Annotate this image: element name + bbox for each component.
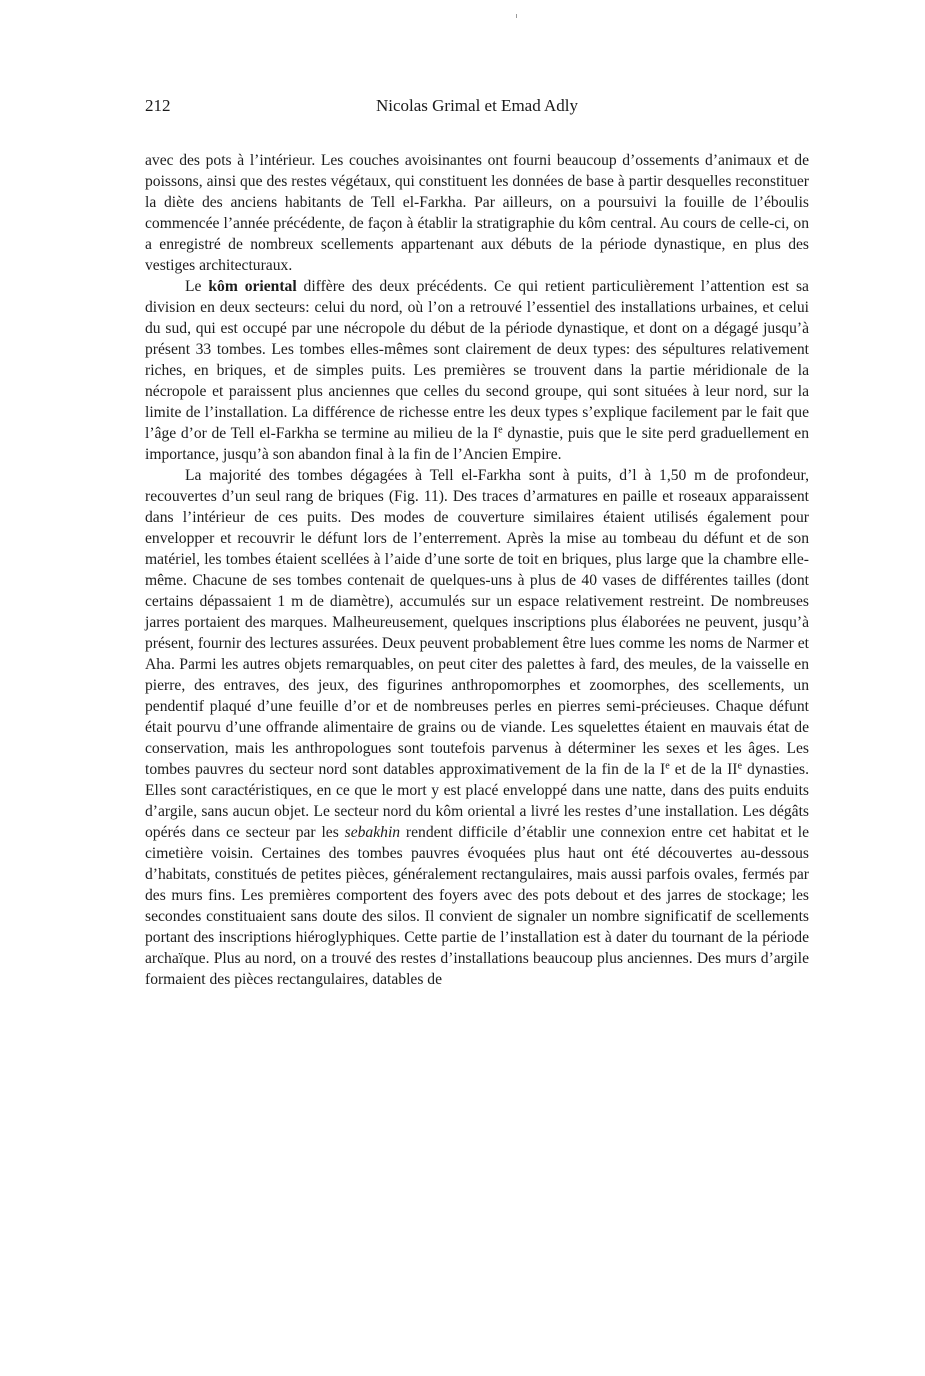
page-number: 212 bbox=[145, 96, 171, 115]
text-segment: et de la II bbox=[669, 761, 738, 778]
running-head: Nicolas Grimal et Emad Adly bbox=[375, 96, 579, 115]
superscript: e bbox=[737, 760, 743, 772]
paragraph-2 bbox=[145, 276, 809, 465]
text-segment: Le bbox=[185, 278, 209, 295]
bold-term: kôm oriental bbox=[208, 278, 297, 295]
text-segment: La majorité des tombes dégagées à Tell el-Farkha sont à puits, d’l à 1,50 m de profondeur, recouvertes d’un seul rang de briques (Fig. 11). Des traces d’armatures en paille et roseaux apparaissent dans l’intérieur de ces puits. Des modes de couverture similaires étaient utilisés également pour envelopper et recouvrir le défunt lors de l’enterrement. Après la mise au tombeau du défunt et de son matériel, les tombes étaient scellées à l’aide d’une sorte de toit en briques, plus large que la chambre elle-même. Chacune de ses tombes contenait de quelques-uns à plus de 40 vases de différentes tailles (dont certains dépassaient 1 m de diamètre), accumulés sur un espace relativement restreint. De nombreuses jarres portaient des marques. Malheureusement, quelques inscriptions plus élaborées ne peuvent, jusqu’à présent, fournir des lectures assurées. Deux peuvent probablement être lues comme les noms de Narmer et Aha. Parmi les autres objets remarquables, on peut citer des palettes à fard, des meules, de la vaisselle en pierre, des entraves, des jeux, des figurines anthropomorphes et zoomorphes, des scellements, un pendentif plaqué d’une feuille d’or et de nombreuses perles en pierres semi-précieuses. Chaque défunt était pourvu d’une offrande alimentaire de grains ou de viande. Les squelettes étaient en mauvais état de conservation, mais les anthropologues sont toutefois parvenus à déterminer les sexes et les âges. Les tombes pauvres du secteur nord sont datables approximativement de la fin de la I bbox=[145, 467, 809, 778]
body-text bbox=[145, 150, 809, 990]
text-segment: dynastie, puis que le site perd graduellement en importance, jusqu’à son abandon final à la fin de l’Ancien Empire. bbox=[145, 425, 810, 463]
italic-term: sebakhin bbox=[344, 824, 401, 841]
text-segment: dynasties. Elles sont caractéristiques, en ce que le mort y est placé enveloppé dans une natte, dans des puits enduits d’argile, sans aucun objet. Le secteur nord du kôm oriental a livré les restes d’une installation. Les dégâts opérés dans ce secteur par les bbox=[145, 761, 809, 841]
superscript: e bbox=[665, 760, 670, 772]
page-header bbox=[145, 96, 809, 120]
paragraph-3 bbox=[145, 465, 809, 990]
superscript: e bbox=[498, 424, 503, 436]
text-segment: avec des pots à l’intérieur. Les couches avoisinantes ont fourni beaucoup d’ossements d’animaux et de poissons, ainsi que des restes végétaux, qui constituent les données de base à partir desquelles reconstituer la diète des anciens habitants de Tell el-Farkha. Par ailleurs, on a poursuivi la fouille de l’éboulis commencée l’année précédente, de façon à établir la stratigraphie du kôm central. Au cours de celle-ci, on a enregistré de nombreux scellements appartenant aux débuts de la période dynastique, en plus des vestiges architecturaux. bbox=[145, 152, 809, 274]
text-segment: rendent difficile d’établir une connexion entre cet habitat et le cimetière voisin. Certaines des tombes pauvres évoquées plus haut ont été découvertes au-dessous d’habitats, constitués de petites pièces, généralement rectangulaires, mais aussi parfois ovales, fermés par des murs fins. Les premières comportent des foyers avec des pots debout et des jarres de stockage; les secondes constituaient sans doute des silos. Il convient de signaler un nombre significatif de scellements portant des inscriptions hiéroglyphiques. Cette partie de l’installation est à dater du tournant de la période archaïque. Plus au nord, on a trouvé des restes d’installations beaucoup plus anciennes. Des murs d’argile formaient des pièces rectangulaires, datables de bbox=[145, 824, 810, 988]
text-segment: diffère des deux précédents. Ce qui retient particulièrement l’attention est sa division en deux secteurs: celui du nord, où l’on a retrouvé l’essentiel des installations urbaines, et celui du sud, qui est occupé par une nécropole du début de la période dynastique, et dont on a dégagé jusqu’à présent 33 tombes. Les tombes elles-mêmes sont clairement de deux types: des sépultures relativement riches, en briques, et de simples puits. Les premières se trouvent dans la partie méridionale de la nécropole et paraissent plus anciennes que celles du second groupe, qui sont situées à leur nord, sur la limite de l’installation. La différence de richesse entre les deux types s’explique facilement par le fait que l’âge d’or de Tell el-Farkha se termine au milieu de la I bbox=[145, 278, 809, 442]
paragraph-1 bbox=[145, 150, 809, 276]
scan-mark bbox=[516, 14, 517, 18]
